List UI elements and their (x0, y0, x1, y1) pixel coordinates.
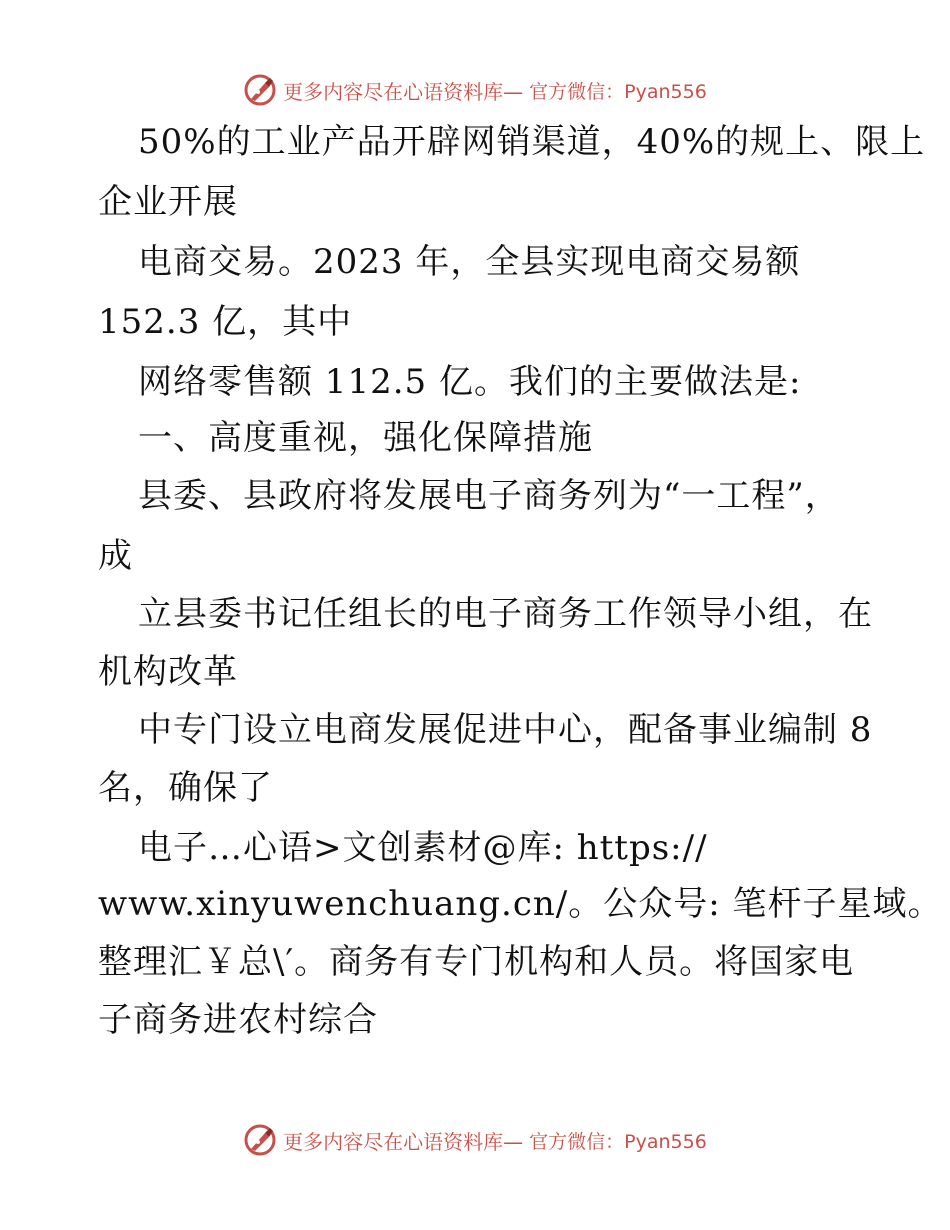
pen-logo-icon (243, 73, 277, 107)
header-banner (0, 70, 950, 110)
body-line: 电子…心语>文创素材@库: https:// (138, 828, 708, 868)
pen-logo-icon (243, 1123, 277, 1157)
body-line: 名，确保了 (98, 768, 273, 808)
body-line: 50%的工业产品开辟网销渠道，40%的规上、限上 (138, 122, 926, 162)
body-line: 中专门设立电商发展促进中心，配备事业编制 8 (138, 710, 873, 750)
body-line: 152.3 亿，其中 (98, 302, 353, 342)
body-line: 网络零售额 112.5 亿。我们的主要做法是: (138, 362, 802, 402)
body-line-url: www.xinyuwenchuang.cn/。公众号: 笔杆子星域。 (98, 884, 943, 924)
footer-banner-text: 更多内容尽在心语资料库— (283, 1129, 524, 1154)
body-line: 县委、县政府将发展电子商务列为“一工程”， (138, 476, 840, 516)
body-line: 整理汇￥总\′。商务有专门机构和人员。将国家电 (98, 942, 855, 982)
body-line: 子商务进农村综合 (98, 1000, 378, 1040)
body-line: 机构改革 (98, 652, 238, 692)
footer-banner-contact: 官方微信：Pyan556 (529, 1130, 707, 1153)
section-heading: 一、高度重视，强化保障措施 (138, 418, 593, 458)
body-line: 企业开展 (98, 182, 238, 222)
body-line: 电商交易。2023 年，全县实现电商交易额 (138, 242, 801, 282)
header-banner-text: 更多内容尽在心语资料库— (283, 79, 524, 104)
body-line: 立县委书记任组长的电子商务工作领导小组，在 (138, 594, 873, 634)
body-line: 成 (98, 536, 133, 576)
footer-banner (0, 1120, 950, 1160)
header-banner-contact: 官方微信：Pyan556 (529, 80, 707, 103)
